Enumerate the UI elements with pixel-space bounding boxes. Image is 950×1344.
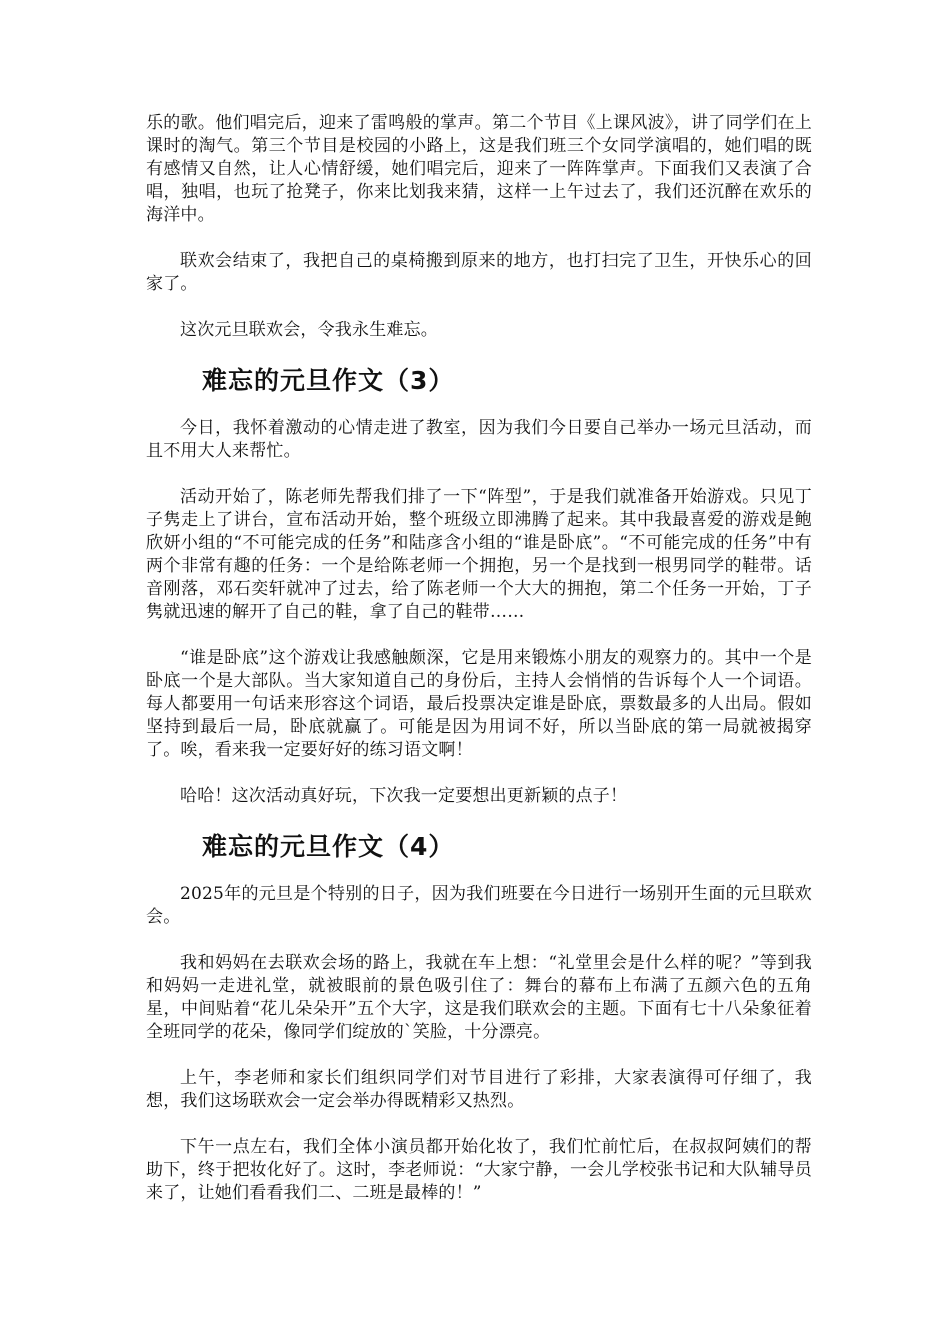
document-page (146, 112, 812, 1228)
section-heading-3: 难忘的元旦作文（3） (202, 366, 455, 395)
paragraph: 活动开始了，陈老师先帮我们排了一下“阵型”，于是我们就准备开始游戏。只见丁子隽走上了讲台，宣布活动开始，整个班级立即沸腾了起来。其中我最喜爱的游戏是鲍欣妍小组的“不可能完成的任务”和陆彦含小组的“谁是卧底”。“不可能完成的任务”中有两个非常有趣的任务：一个是给陈老师一个拥抱，另一个是找到一根男同学的鞋带。话音刚落，邓石奕轩就冲了过去，给了陈老师一个大大的拥抱，第二个任务一开始，丁子隽就迅速的解开了自己的鞋，拿了自己的鞋带…… (146, 487, 812, 622)
paragraph: 乐的歌。他们唱完后，迎来了雷鸣般的掌声。第二个节目《上课风波》，讲了同学们在上课时的淘气。第三个节目是校园的小路上，这是我们班三个女同学演唱的，她们唱的既有感情又自然，让人心情舒缓，她们唱完后，迎来了一阵阵掌声。下面我们又表演了合唱，独唱，也玩了抢凳子，你来比划我来猜，这样一上午过去了，我们还沉醉在欢乐的海洋中。 (146, 113, 812, 225)
paragraph: 这次元旦联欢会，令我永生难忘。 (180, 320, 438, 340)
paragraph: 今日，我怀着激动的心情走进了教室，因为我们今日要自己举办一场元旦活动，而且不用大人来帮忙。 (146, 418, 812, 461)
paragraph: 2025年的元旦是个特别的日子，因为我们班要在今日进行一场别开生面的元旦联欢会。 (146, 884, 812, 927)
paragraph: “谁是卧底”这个游戏让我感触颇深，它是用来锻炼小朋友的观察力的。其中一个是卧底一个是大部队。当大家知道自己的身份后，主持人会悄悄的告诉每个人一个词语。每人都要用一句话来形容这个词语，最后投票决定谁是卧底，票数最多的人出局。假如坚持到最后一局，卧底就赢了。可能是因为用词不好，所以当卧底的第一局就被揭穿了。唉，看来我一定要好好的练习语文啊！ (146, 648, 812, 760)
paragraph: 我和妈妈在去联欢会场的路上，我就在车上想：“礼堂里会是什么样的呢？”等到我和妈妈一走进礼堂，就被眼前的景色吸引住了：舞台的幕布上布满了五颜六色的五角星，中间贴着“花儿朵朵开”五个大字，这是我们联欢会的主题。下面有七十八朵象征着全班同学的花朵，像同学们绽放的`笑脸，十分漂亮。 (146, 953, 812, 1042)
paragraph: 联欢会结束了，我把自己的桌椅搬到原来的地方，也打扫完了卫生，开快乐心的回家了。 (146, 251, 812, 294)
paragraph: 哈哈！这次活动真好玩，下次我一定要想出更新颖的点子！ (180, 786, 628, 806)
paragraph: 下午一点左右，我们全体小演员都开始化妆了，我们忙前忙后，在叔叔阿姨们的帮助下，终于把妆化好了。这时，李老师说：“大家宁静，一会儿学校张书记和大队辅导员来了，让她们看看我们二、二班是最棒的！” (146, 1137, 812, 1203)
paragraph: 上午，李老师和家长们组织同学们对节目进行了彩排，大家表演得可仔细了，我想，我们这场联欢会一定会举办得既精彩又热烈。 (146, 1068, 812, 1111)
section-heading-4: 难忘的元旦作文（4） (202, 832, 455, 861)
